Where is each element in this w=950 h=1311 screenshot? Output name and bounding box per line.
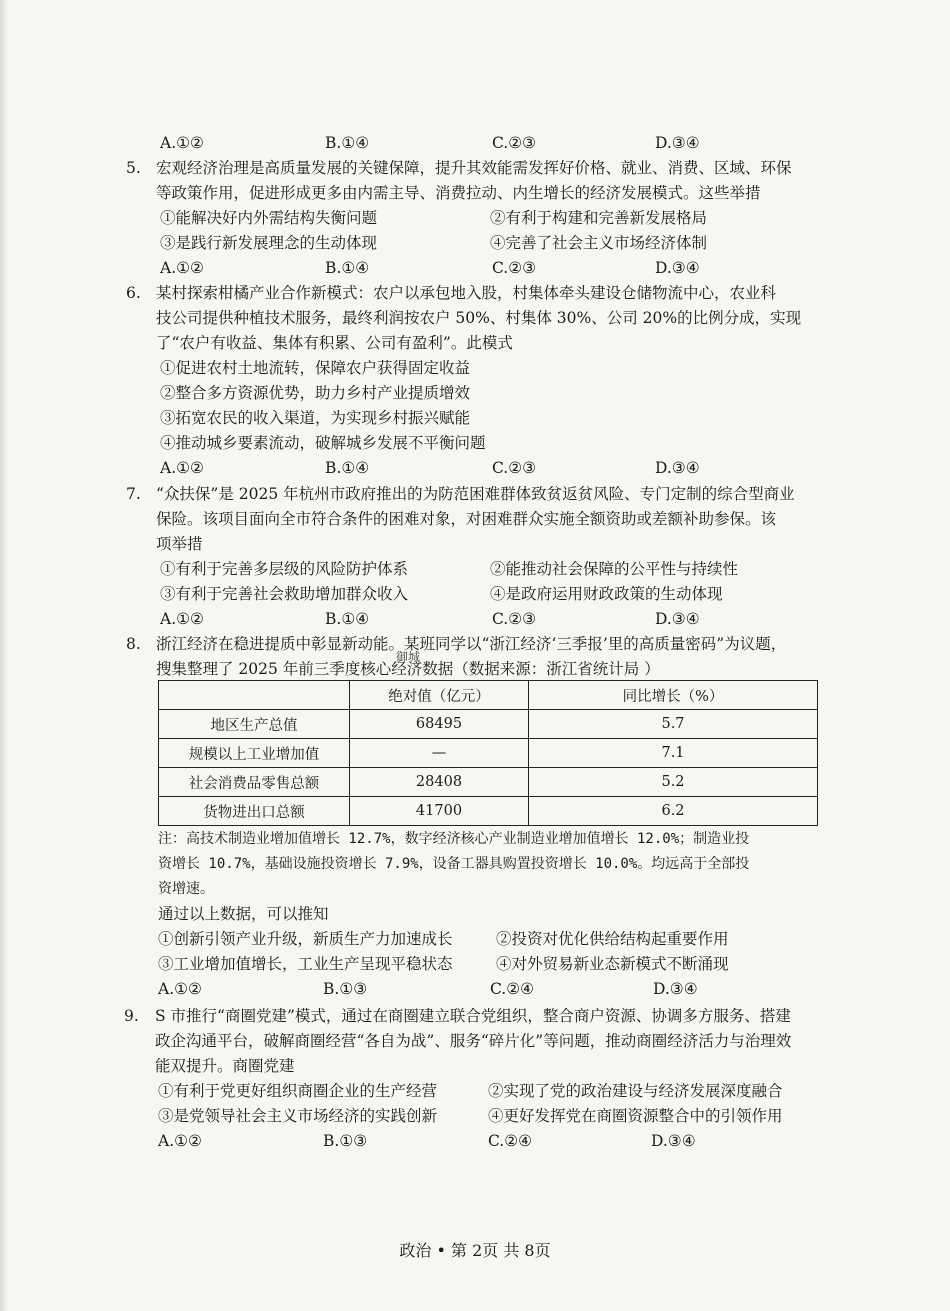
option-b[interactable]: B.①③ [323,980,368,998]
q5-items-row [160,208,810,228]
table-header-cell [159,681,350,710]
q5-item: ③是践行新发展理念的生动体现 [160,234,378,252]
option-d[interactable]: D.③④ [655,610,700,628]
table-cell: 41700 [350,797,529,826]
option-c[interactable]: C.②③ [492,259,537,277]
q5-stem-line: 宏观经济治理是高质量发展的关键保障，提升其效能需发挥好价格、就业、消费、区域、环保 [156,159,792,177]
option-d[interactable]: D.③④ [655,459,700,477]
option-a[interactable]: A.①② [160,610,204,628]
option-c[interactable]: C.②④ [490,980,535,998]
q6-stem-line: 某村探索柑橘产业合作新模式：农户以承包地入股，村集体牵头建设仓储物流中心，农业科 [156,284,777,302]
table-row [159,768,818,797]
option-a[interactable]: A.①② [160,259,204,277]
table-row [159,739,818,768]
option-a[interactable]: A.①② [160,134,204,152]
q8-items-row [158,929,808,949]
q9-stem-line: S 市推行“商圈党建”模式，通过在商圈建立联合党组织，整合商户资源、协调多方服务、搭建 [155,1007,791,1025]
option-d[interactable]: D.③④ [655,259,700,277]
table-note-line: 资增速。 [158,881,214,897]
q6-stem-line: 了“农户有收益、集体有积累、公司有盈利”。此模式 [156,334,513,352]
q8-options [158,979,778,999]
table-cell: 社会消费品零售总额 [159,768,350,797]
table-header-cell: 同比增长（%） [529,681,818,710]
q8-prompt: 通过以上数据，可以推知 [158,905,329,923]
table-cell: — [350,739,529,768]
q8-stem-line: 浙江经济在稳进提质中彰显新动能。某班同学以“浙江经济‘三季报’里的高质量密码”为议题， [156,635,787,653]
q9-item: ①有利于党更好组织商圈企业的生产经营 [158,1082,438,1100]
option-b[interactable]: B.①④ [325,610,370,628]
table-cell: 68495 [350,710,529,739]
q6-item: ③拓宽农民的收入渠道，为实现乡村振兴赋能 [160,409,471,427]
q7-item: ③有利于完善社会救助增加群众收入 [160,585,409,603]
page-footer: 政治 • 第 2页 共 8页 [399,1241,551,1260]
q7-stem-line: “众扶保”是 2025 年杭州市政府推出的为防范困难群体致贫返贫风险、专门定制的综合型商业 [156,485,795,503]
q6-item: ④推动城乡要素流动，破解城乡发展不平衡问题 [160,434,486,452]
page-edge [0,0,8,1311]
table-header-cell: 绝对值（亿元） [350,681,529,710]
option-c[interactable]: C.②③ [492,610,537,628]
table-cell: 28408 [350,768,529,797]
q5-stem-line: 等政策作用，促进形成更多由内需主导、消费拉动、内生增长的经济发展模式。这些举措 [156,184,761,202]
q7-stem-line: 保险。该项目面向全市符合条件的困难对象，对困难群众实施全额资助或差额补助参保。该 [156,510,777,528]
q7-item: ②能推动社会保障的公平性与持续性 [490,560,739,578]
q6-item: ②整合多方资源优势，助力乡村产业提质增效 [160,384,471,402]
q9-number: 9. [124,1007,139,1025]
q9-items-row [158,1106,808,1126]
q6-options [160,458,780,478]
scan-stamp: 御城 [396,650,421,664]
option-b[interactable]: B.①③ [323,1132,368,1150]
q8-item: ①创新引领产业升级，新质生产力加速成长 [158,930,453,948]
q9-options [158,1131,778,1151]
q9-items-row [158,1081,808,1101]
q6-number: 6. [126,284,141,302]
q5-item: ①能解决好内外需结构失衡问题 [160,209,378,227]
table-cell: 规模以上工业增加值 [159,739,350,768]
q4-options [160,133,780,153]
q9-stem-line: 政企沟通平台，破解商圈经营“各自为战”、服务“碎片化”等问题，推动商圈经济活力与治理效 [155,1032,792,1050]
option-c[interactable]: C.②③ [492,134,537,152]
q7-stem-line: 项举措 [156,535,203,553]
q8-stem-line: 搜集整理了 2025 年前三季度核心经济数据（数据来源：浙江省统计局 ） [156,660,660,678]
q9-item: ④更好发挥党在商圈资源整合中的引领作用 [488,1107,783,1125]
option-b[interactable]: B.①④ [325,134,370,152]
option-b[interactable]: B.①④ [325,259,370,277]
q9-item: ②实现了党的政治建设与经济发展深度融合 [488,1082,783,1100]
q5-number: 5. [126,159,141,177]
table-row [159,710,818,739]
q6-stem-line: 技公司提供种植技术服务，最终利润按农户 50%、村集体 30%、公司 20%的比例分成，实现 [156,309,802,327]
q7-number: 7. [126,485,141,503]
table-cell: 5.2 [529,768,818,797]
q8-item: ④对外贸易新业态新模式不断涌现 [496,955,729,973]
q5-item: ④完善了社会主义市场经济体制 [490,234,708,252]
q7-items-row [160,559,810,579]
option-b[interactable]: B.①④ [325,459,370,477]
table-cell: 货物进出口总额 [159,797,350,826]
q8-number: 8. [126,635,141,653]
q9-item: ③是党领导社会主义市场经济的实践创新 [158,1107,438,1125]
q8-item: ③工业增加值增长，工业生产呈现平稳状态 [158,955,453,973]
q8-item: ②投资对优化供给结构起重要作用 [496,930,729,948]
q5-options [160,258,780,278]
option-a[interactable]: A.①② [158,1132,202,1150]
q8-items-row [158,954,808,974]
option-d[interactable]: D.③④ [651,1132,696,1150]
q7-options [160,609,780,629]
q7-item: ①有利于完善多层级的风险防护体系 [160,560,409,578]
table-cell: 7.1 [529,739,818,768]
table-cell: 5.7 [529,710,818,739]
q7-item: ④是政府运用财政政策的生动体现 [490,585,723,603]
q9-stem-line: 能双提升。商圈党建 [155,1057,295,1075]
option-a[interactable]: A.①② [158,980,202,998]
economic-data-table [158,680,818,826]
option-c[interactable]: C.②③ [492,459,537,477]
option-d[interactable]: D.③④ [655,134,700,152]
table-note-line: 注：高技术制造业增加值增长 12.7%，数字经济核心产业制造业增加值增长 12.0%；制造业投 [158,831,750,847]
table-cell: 地区生产总值 [159,710,350,739]
option-d[interactable]: D.③④ [653,980,698,998]
option-a[interactable]: A.①② [160,459,204,477]
table-note-line: 资增长 10.7%，基础设施投资增长 7.9%，设备工器具购置投资增长 10.0%。均远高于全部投 [158,856,750,872]
q5-items-row [160,233,810,253]
table-header-row [159,681,818,710]
q7-items-row [160,584,810,604]
option-c[interactable]: C.②④ [488,1132,533,1150]
q5-item: ②有利于构建和完善新发展格局 [490,209,708,227]
q6-item: ①促进农村土地流转，保障农户获得固定收益 [160,359,471,377]
table-cell: 6.2 [529,797,818,826]
table-row [159,797,818,826]
